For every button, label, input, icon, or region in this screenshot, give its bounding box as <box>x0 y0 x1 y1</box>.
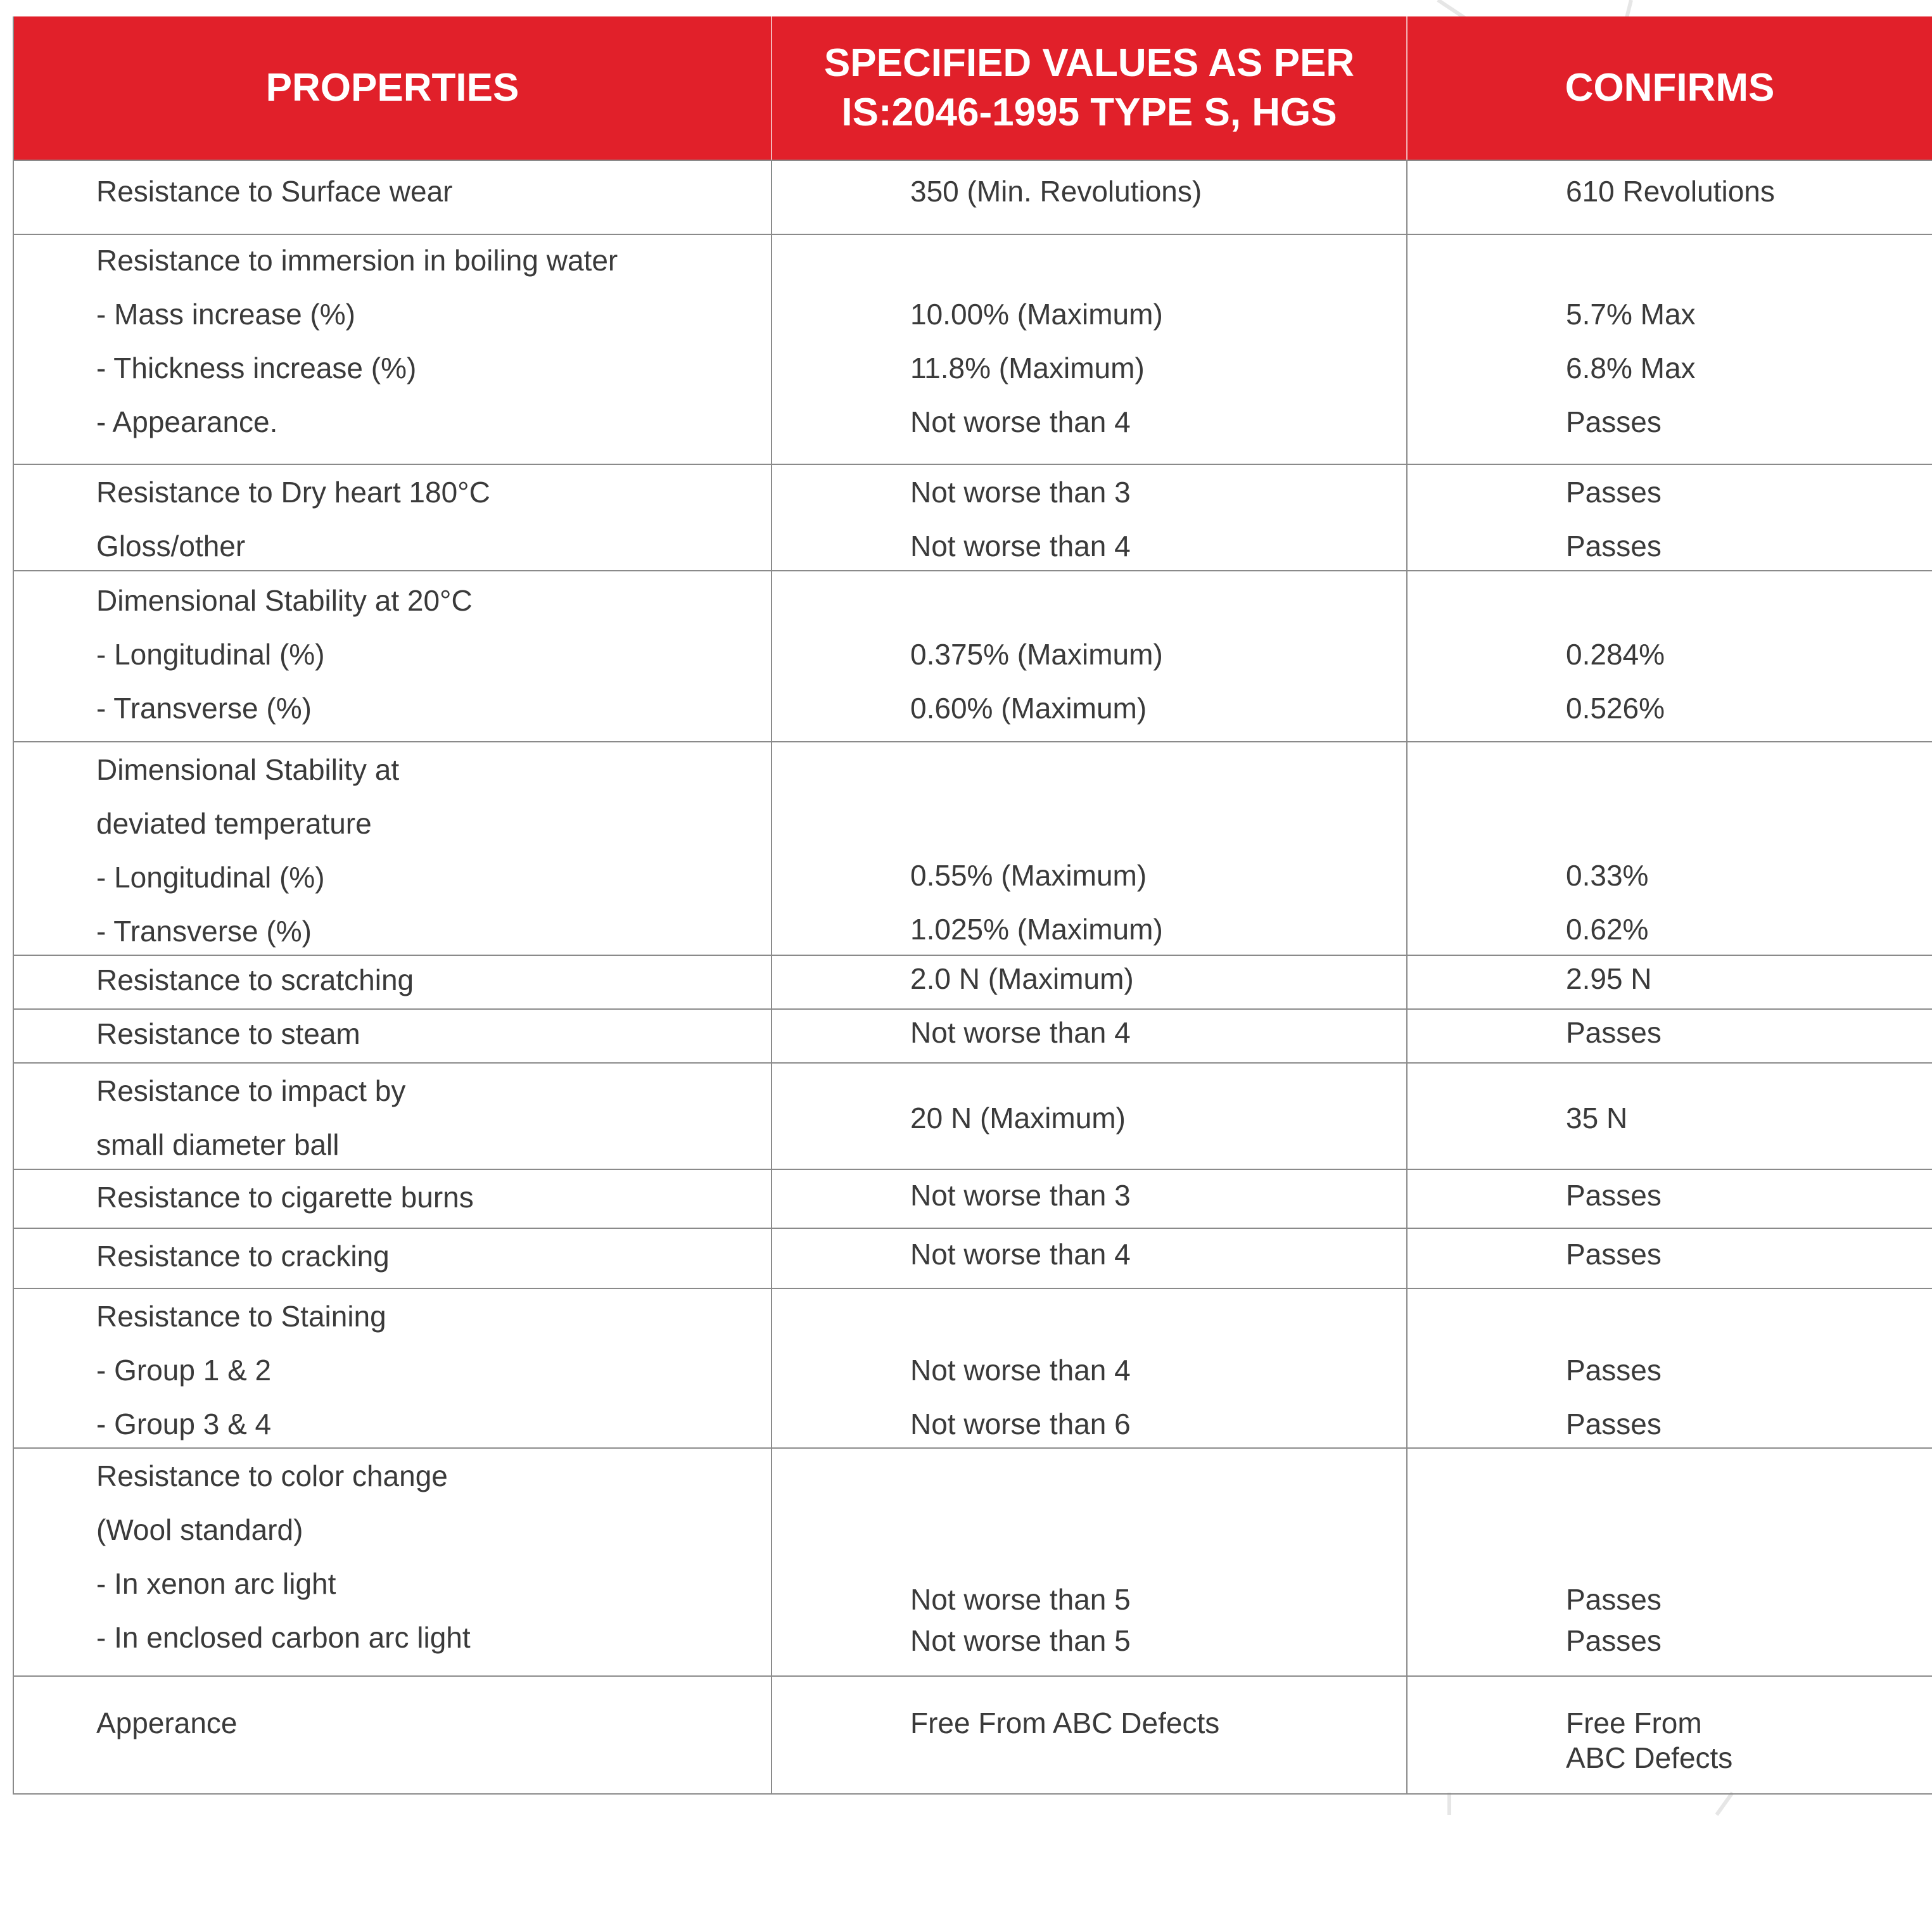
header-confirms <box>1406 16 1932 160</box>
table-row <box>14 1228 1932 1288</box>
properties-text: Resistance to color change <box>96 1459 448 1492</box>
cell-properties <box>14 571 771 741</box>
table-row <box>14 570 1932 741</box>
properties-text: - In enclosed carbon arc light <box>96 1621 471 1654</box>
properties-text: Resistance to immersion in boiling water <box>96 244 618 277</box>
cell-properties <box>14 235 771 464</box>
cell-confirms <box>1406 1289 1932 1447</box>
specified-text: Not worse than 3 <box>910 476 1131 509</box>
cell-specified <box>771 161 1406 234</box>
specified-text: Not worse than 4 <box>910 1354 1131 1387</box>
properties-text: Apperance <box>96 1706 238 1739</box>
specified-text: 2.0 N (Maximum) <box>910 962 1134 995</box>
cell-specified <box>771 742 1406 955</box>
cell-properties <box>14 1289 771 1447</box>
confirms-text: 0.284% <box>1566 638 1665 671</box>
properties-text: Gloss/other <box>96 530 246 562</box>
properties-text: - Thickness increase (%) <box>96 352 417 384</box>
cell-specified <box>771 1289 1406 1447</box>
cell-properties <box>14 1229 771 1288</box>
properties-text: Dimensional Stability at 20°C <box>96 584 473 617</box>
confirms-text: Free From <box>1566 1706 1702 1739</box>
confirms-text: Passes <box>1566 530 1662 562</box>
table-row <box>14 1288 1932 1447</box>
confirms-text: Passes <box>1566 405 1662 438</box>
confirms-text: 0.33% <box>1566 859 1649 892</box>
specified-text: Not worse than 4 <box>910 1016 1131 1049</box>
properties-text: - Transverse (%) <box>96 692 312 725</box>
header-specified-values <box>771 16 1406 160</box>
properties-table <box>13 16 1932 1795</box>
cell-specified <box>771 1677 1406 1793</box>
confirms-text: Passes <box>1566 1354 1662 1387</box>
cell-properties <box>14 161 771 234</box>
properties-text: deviated temperature <box>96 807 372 840</box>
cell-specified <box>771 1449 1406 1675</box>
specified-text: 0.375% (Maximum) <box>910 638 1163 671</box>
header-confirms-label: CONFIRMS <box>1565 66 1775 110</box>
header-properties <box>14 16 771 160</box>
header-specified-line2: IS:2046-1995 TYPE S, HGS <box>841 91 1337 134</box>
properties-text: - Longitudinal (%) <box>96 638 325 671</box>
cell-confirms <box>1406 1229 1932 1288</box>
confirms-text: Passes <box>1566 476 1662 509</box>
properties-text: - Appearance. <box>96 405 278 438</box>
cell-specified <box>771 1064 1406 1169</box>
confirms-text: Passes <box>1566 1408 1662 1440</box>
specified-text: Not worse than 5 <box>910 1624 1131 1657</box>
cell-specified <box>771 1010 1406 1062</box>
cell-properties <box>14 1449 771 1675</box>
specified-text: Not worse than 6 <box>910 1408 1131 1440</box>
table-row <box>14 160 1932 234</box>
properties-text: Resistance to Staining <box>96 1300 386 1333</box>
cell-confirms <box>1406 161 1932 234</box>
properties-text: - Mass increase (%) <box>96 298 355 331</box>
cell-confirms <box>1406 1170 1932 1228</box>
properties-text: - Group 1 & 2 <box>96 1354 272 1387</box>
properties-text: Resistance to Surface wear <box>96 175 453 208</box>
table-header <box>14 16 1932 160</box>
properties-text: Resistance to Dry heart 180°C <box>96 476 490 509</box>
table-row <box>14 955 1932 1008</box>
cell-confirms <box>1406 1064 1932 1169</box>
cell-specified <box>771 1229 1406 1288</box>
table-row <box>14 741 1932 955</box>
confirms-text: Passes <box>1566 1238 1662 1271</box>
properties-text: Resistance to cracking <box>96 1240 390 1273</box>
properties-text: - Longitudinal (%) <box>96 861 325 894</box>
cell-confirms <box>1406 1677 1932 1793</box>
specified-text: 350 (Min. Revolutions) <box>910 175 1202 208</box>
cell-properties <box>14 1170 771 1228</box>
properties-text: Resistance to scratching <box>96 963 414 996</box>
specified-text: Not worse than 4 <box>910 530 1131 562</box>
table-row <box>14 1675 1932 1793</box>
table-row <box>14 234 1932 464</box>
cell-specified <box>771 465 1406 570</box>
cell-specified <box>771 235 1406 464</box>
cell-specified <box>771 571 1406 741</box>
table-row <box>14 1062 1932 1169</box>
confirms-text: ABC Defects <box>1566 1741 1733 1774</box>
header-properties-label: PROPERTIES <box>265 66 519 110</box>
cell-confirms <box>1406 742 1932 955</box>
properties-text: - In xenon arc light <box>96 1567 336 1600</box>
table-body <box>14 160 1932 1793</box>
properties-text: - Group 3 & 4 <box>96 1408 272 1440</box>
specified-text: 0.55% (Maximum) <box>910 859 1147 892</box>
specified-text: Free From ABC Defects <box>910 1706 1220 1739</box>
specified-text: 11.8% (Maximum) <box>910 352 1145 384</box>
specified-text: 0.60% (Maximum) <box>910 692 1147 725</box>
confirms-text: 2.95 N <box>1566 962 1652 995</box>
cell-confirms <box>1406 235 1932 464</box>
table-row <box>14 1169 1932 1228</box>
cell-confirms <box>1406 956 1932 1008</box>
confirms-text: 0.62% <box>1566 913 1649 946</box>
cell-properties <box>14 956 771 1008</box>
cell-properties <box>14 1010 771 1062</box>
cell-properties <box>14 1064 771 1169</box>
confirms-text: 6.8% Max <box>1566 352 1696 384</box>
properties-text: (Wool standard) <box>96 1513 303 1546</box>
confirms-text: Passes <box>1566 1583 1662 1616</box>
properties-text: Resistance to impact by <box>96 1074 406 1107</box>
cell-properties <box>14 1677 771 1793</box>
specified-text: Not worse than 4 <box>910 405 1131 438</box>
properties-text: Resistance to steam <box>96 1017 360 1050</box>
specified-text: Not worse than 3 <box>910 1179 1131 1212</box>
specified-text: 20 N (Maximum) <box>910 1102 1126 1134</box>
confirms-text: 0.526% <box>1566 692 1665 725</box>
cell-properties <box>14 742 771 955</box>
specified-text: 10.00% (Maximum) <box>910 298 1163 331</box>
table-row <box>14 1008 1932 1062</box>
cell-confirms <box>1406 1010 1932 1062</box>
specified-text: 1.025% (Maximum) <box>910 913 1163 946</box>
confirms-text: Passes <box>1566 1016 1662 1049</box>
cell-confirms <box>1406 571 1932 741</box>
confirms-text: Passes <box>1566 1179 1662 1212</box>
properties-text: Dimensional Stability at <box>96 753 400 786</box>
properties-text: - Transverse (%) <box>96 915 312 948</box>
cell-specified <box>771 1170 1406 1228</box>
confirms-text: 5.7% Max <box>1566 298 1696 331</box>
table-row <box>14 464 1932 570</box>
cell-properties <box>14 465 771 570</box>
confirms-text: Passes <box>1566 1624 1662 1657</box>
cell-confirms <box>1406 1449 1932 1675</box>
cell-specified <box>771 956 1406 1008</box>
cell-confirms <box>1406 465 1932 570</box>
properties-text: Resistance to cigarette burns <box>96 1181 474 1214</box>
header-specified-line1: SPECIFIED VALUES AS PER <box>823 41 1355 85</box>
confirms-text: 610 Revolutions <box>1566 175 1775 208</box>
specified-text: Not worse than 4 <box>910 1238 1131 1271</box>
confirms-text: 35 N <box>1566 1102 1628 1134</box>
table-row <box>14 1447 1932 1675</box>
specified-text: Not worse than 5 <box>910 1583 1131 1616</box>
properties-text: small diameter ball <box>96 1128 340 1161</box>
